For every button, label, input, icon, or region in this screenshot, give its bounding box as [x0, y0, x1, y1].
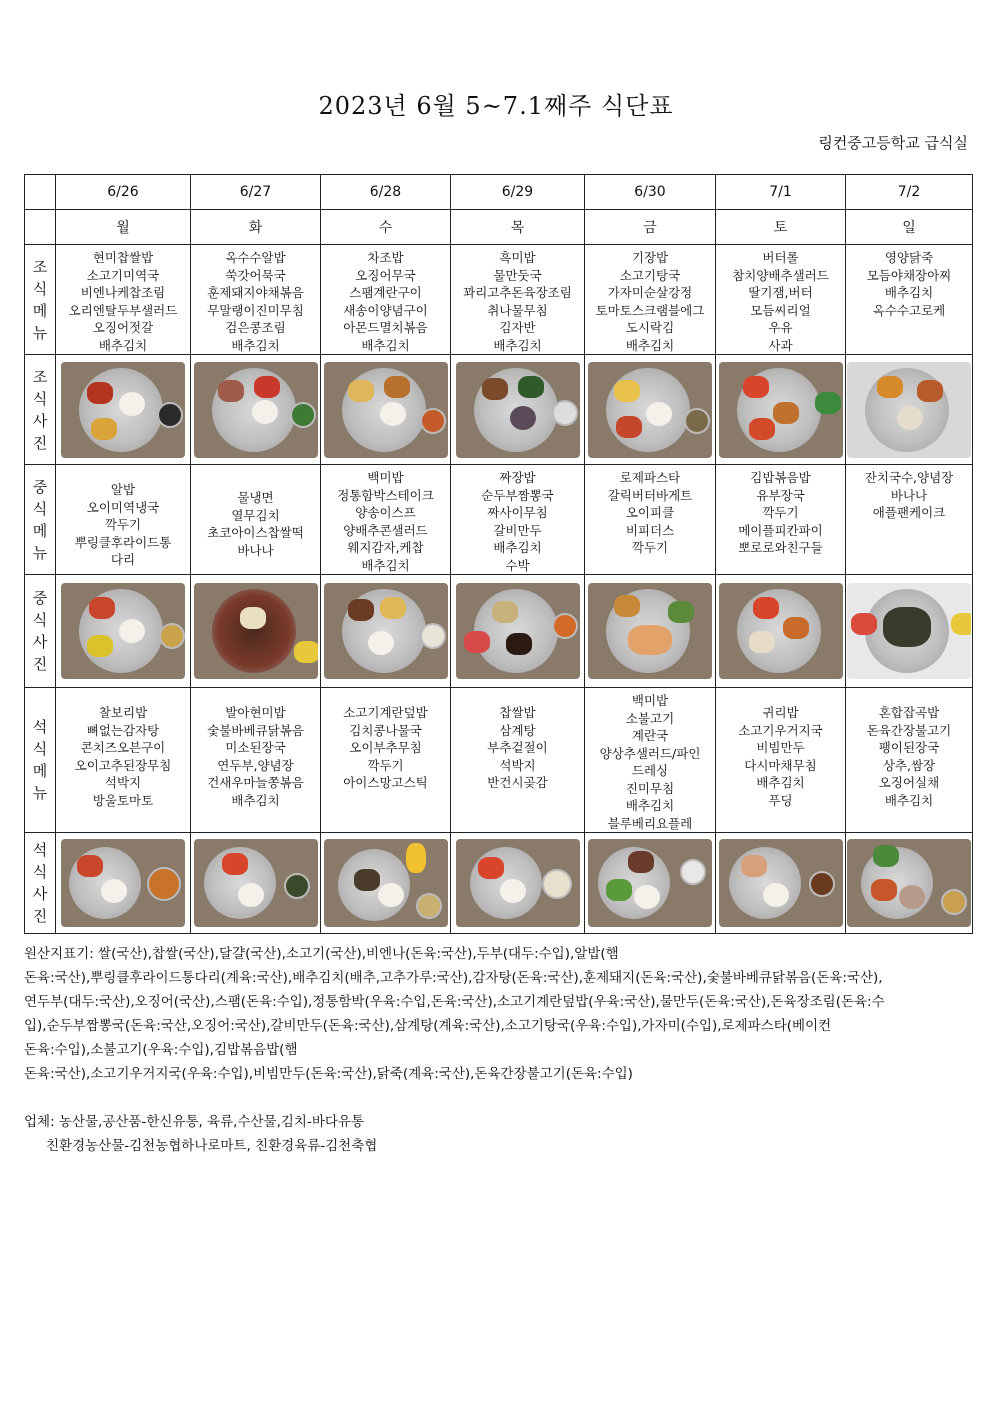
menu-table	[24, 174, 973, 934]
meal-photo	[456, 839, 580, 927]
meal-photo	[719, 839, 843, 927]
weekday-cell: 화	[191, 210, 321, 245]
date-cell: 6/27	[191, 175, 321, 210]
lunch-menu-cell: 짜장밥 순두부짬뽕국 짜사이무침 갈비만두 배추김치 수박	[451, 465, 585, 575]
lunch-menu-cell: 알밥 오이미역냉국 깍두기 뿌링클후라이드통 다리	[56, 465, 191, 575]
lunch-menu-cell: 로제파스타 갈릭버터바게트 오이피클 비피더스 깍두기	[585, 465, 716, 575]
meal-photo	[456, 583, 580, 679]
origin-line: 돈육:국산),소고기우거지국(우육:수입),비빔만두(돈육:국산),닭죽(계육:국산),돈육간장불고기(돈육:수입)	[24, 1066, 633, 1082]
weekday-cell: 금	[585, 210, 716, 245]
meal-photo	[588, 583, 712, 679]
vendor-line: 친환경농산물-김천농협하나로마트, 친환경육류-김천축협	[46, 1138, 378, 1154]
origin-line: 돈육:수입),소불고기(우육:수입),김밥볶음밥(햄	[24, 1042, 298, 1058]
meal-photo	[588, 839, 712, 927]
lunch-menu-cell: 김밥볶음밥 유부장국 깍두기 메이플피칸파이 뽀로로와친구들	[716, 465, 846, 575]
weekday-cell: 목	[451, 210, 585, 245]
row-label-breakfast-menu: 조 식 메 뉴	[25, 245, 56, 355]
meal-photo	[719, 362, 843, 458]
breakfast-menu-cell: 옥수수알밥 쑥갓어묵국 훈제돼지야채볶음 무말랭이진미무침 검은콩조림 배추김치	[191, 245, 321, 355]
lunch-menu-row	[25, 465, 973, 575]
breakfast-menu-cell: 버터롤 참치양배추샐러드 딸기잼,버터 모듬씨리얼 우유 사과	[716, 245, 846, 355]
meal-photo	[847, 583, 971, 679]
lunch-menu-cell: 백미밥 정통함박스테이크 양송이스프 양배추콘샐러드 웨지감자,케찹 배추김치	[321, 465, 451, 575]
origin-line: 연두부(대두:국산),오징어(국산),스팸(돈육:수입),정통함박(우육:수입,돈육:국산),소고기계란덮밥(우육:국산),물만두(돈육:국산),돈육장조림(돈육:수	[24, 994, 885, 1010]
weekday-row	[25, 210, 973, 245]
breakfast-menu-cell: 흑미밥 물만둣국 꽈리고추돈육장조림 취나물무침 김자반 배추김치	[451, 245, 585, 355]
dinner-menu-cell: 발아현미밥 숯불바베큐닭볶음 미소된장국 연두부,양념장 건새우마늘쫑볶음 배추김치	[191, 688, 321, 833]
dinner-menu-cell: 소고기계란덮밥 김치콩나물국 오이부추무침 깍두기 아이스망고스틱	[321, 688, 451, 833]
row-label-breakfast-photo: 조 식 사 진	[25, 355, 56, 465]
date-cell: 7/2	[846, 175, 973, 210]
date-row	[25, 175, 973, 210]
weekday-cell: 토	[716, 210, 846, 245]
date-cell: 6/28	[321, 175, 451, 210]
meal-photo	[61, 839, 185, 927]
date-cell: 7/1	[716, 175, 846, 210]
dinner-menu-cell: 백미밥 소불고기 계란국 양상추샐러드/파인 드레싱 진미무침 배추김치 블루베리요플레	[585, 688, 716, 833]
origin-notes	[24, 942, 974, 1086]
meal-photo	[324, 362, 448, 458]
meal-photo	[61, 583, 185, 679]
dinner-photo-row	[25, 833, 973, 934]
dinner-menu-row	[25, 688, 973, 833]
weekday-cell: 수	[321, 210, 451, 245]
meal-photo	[324, 583, 448, 679]
meal-photo	[194, 839, 318, 927]
date-cell: 6/29	[451, 175, 585, 210]
corner-cell	[25, 175, 56, 210]
row-label-lunch-photo: 중 식 사 진	[25, 575, 56, 688]
lunch-menu-cell: 물냉면 열무김치 초코아이스찹쌀떡 바나나	[191, 465, 321, 575]
breakfast-menu-cell: 영양닭죽 모듬야채장아찌 배추김치 옥수수고로케	[846, 245, 973, 355]
lunch-menu-cell: 잔치국수,양념장 바나나 애플팬케이크	[846, 465, 973, 575]
row-label-lunch-menu: 중 식 메 뉴	[25, 465, 56, 575]
date-cell: 6/26	[56, 175, 191, 210]
meal-photo	[719, 583, 843, 679]
row-label-dinner-menu: 석 식 메 뉴	[25, 688, 56, 833]
vendor-info	[24, 1110, 377, 1158]
corner-cell	[25, 210, 56, 245]
meal-photo	[324, 839, 448, 927]
origin-line: 원산지표기: 쌀(국산),찹쌀(국산),달걀(국산),소고기(국산),비엔나(돈육:국산),두부(대두:수입),알밥(햄	[24, 946, 619, 962]
breakfast-menu-cell: 기장밥 소고기탕국 가자미순살강정 토마토스크램블에그 도시락김 배추김치	[585, 245, 716, 355]
breakfast-photo-row	[25, 355, 973, 465]
breakfast-menu-cell: 차조밥 오징어무국 스팸계란구이 새송이양념구이 아몬드멸치볶음 배추김치	[321, 245, 451, 355]
row-label-dinner-photo: 석 식 사 진	[25, 833, 56, 934]
dinner-menu-cell: 찹쌀밥 삼계탕 부추겉절이 석박지 반건시곶감	[451, 688, 585, 833]
lunch-photo-row	[25, 575, 973, 688]
breakfast-menu-cell: 현미찹쌀밥 소고기미역국 비엔나케찹조림 오리엔탈두부샐러드 오징어젓갈 배추김치	[56, 245, 191, 355]
dinner-menu-cell: 찰보리밥 뼈없는감자탕 콘치즈오븐구이 오이고추된장무침 석박지 방울토마토	[56, 688, 191, 833]
page-title: 2023년 6월 5~7.1째주 식단표	[318, 92, 674, 120]
meal-photo	[194, 583, 318, 679]
origin-line: 입),순두부짬뽕국(돈육:국산,오징어:국산),갈비만두(돈육:국산),삼계탕(계육:국산),소고기탕국(우육:수입),가자미(수입),로제파스타(베이컨	[24, 1018, 832, 1034]
date-cell: 6/30	[585, 175, 716, 210]
meal-photo	[194, 362, 318, 458]
meal-photo	[847, 362, 971, 458]
vendor-line: 업체: 농산물,공산품-한신유통, 육류,수산물,김치-바다유통	[24, 1114, 364, 1130]
meal-photo	[456, 362, 580, 458]
school-name: 링컨중고등학교 급식실	[818, 134, 968, 152]
dinner-menu-cell: 귀리밥 소고기우거지국 비빔만두 다시마채무침 배추김치 푸딩	[716, 688, 846, 833]
meal-photo	[61, 362, 185, 458]
breakfast-menu-row	[25, 245, 973, 355]
meal-photo	[588, 362, 712, 458]
dinner-menu-cell: 혼합잡곡밥 돈육간장불고기 팽이된장국 상추,쌈장 오징어실채 배추김치	[846, 688, 973, 833]
meal-photo	[847, 839, 971, 927]
weekday-cell: 월	[56, 210, 191, 245]
origin-line: 돈육:국산),뿌링클후라이드통다리(계육:국산),배추김치(배추,고추가루:국산),감자탕(돈육:국산),훈제돼지(돈육:국산),숯불바베큐닭볶음(돈육:국산),	[24, 970, 883, 986]
weekday-cell: 일	[846, 210, 973, 245]
